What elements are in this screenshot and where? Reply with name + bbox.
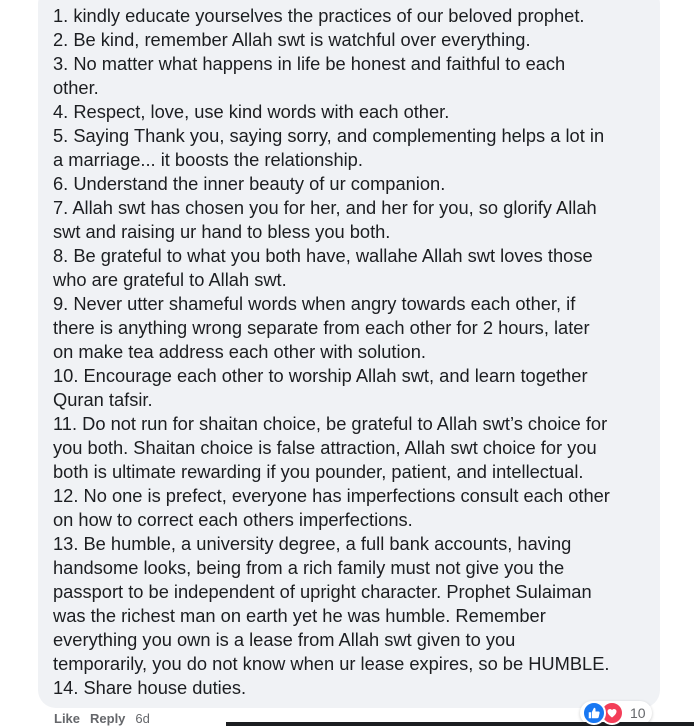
comment-line: 11. Do not run for shaitan choice, be grateful to Allah swt’s choice for (53, 413, 608, 434)
comment-line: 14. Share house duties. (53, 677, 247, 698)
comment-bubble (38, 0, 660, 708)
like-icon (582, 701, 606, 725)
like-button[interactable]: Like (54, 711, 81, 726)
comment-line: swt and raising ur hand to bless you both. (53, 221, 391, 242)
comment-text (53, 4, 646, 700)
comment-line: was the richest man on earth yet he was humble. Remember (53, 605, 546, 626)
comment-line: a marriage... it boosts the relationship. (53, 149, 363, 170)
comment-line: handsome looks, being from a rich family must not give you the (53, 557, 565, 578)
comment-timestamp[interactable]: 6d (135, 711, 150, 726)
comment-line: 3. No matter what happens in life be honest and faithful to each (53, 53, 566, 74)
comment-line: temporarily, you do not know when ur lease expires, so be HUMBLE. (53, 653, 610, 674)
comment-line: who are grateful to Allah swt. (53, 269, 287, 290)
comment-line: passport to be independent of upright character. Prophet Sulaiman (53, 581, 592, 602)
comment-line: 12. No one is prefect, everyone has imperfections consult each other (53, 485, 610, 506)
comment-line: there is anything wrong separate from each other for 2 hours, later (53, 317, 590, 338)
comment-line: both is ultimate rewarding if you pounder, patient, and intellectual. (53, 461, 584, 482)
comment-line: 6. Understand the inner beauty of ur companion. (53, 173, 446, 194)
comment-line: on how to correct each others imperfections. (53, 509, 413, 530)
comment-line: on make tea address each other with solution. (53, 341, 426, 362)
comment-line: 1. kindly educate yourselves the practices of our beloved prophet. (53, 5, 585, 26)
comment-line: 9. Never utter shameful words when angry towards each other, if (53, 293, 576, 314)
comment-line: 2. Be kind, remember Allah swt is watchful over everything. (53, 29, 531, 50)
reply-button[interactable]: Reply (90, 711, 126, 726)
comment-line: 7. Allah swt has chosen you for her, and her for you, so glorify Allah (53, 197, 597, 218)
comment-line: other. (53, 77, 99, 98)
reaction-count: 10 (630, 705, 646, 721)
comment-line: everything you own is a lease from Allah swt given to you (53, 629, 516, 650)
comment-actions (54, 711, 150, 726)
comment-line: 4. Respect, love, use kind words with each other. (53, 101, 450, 122)
comment-line: 10. Encourage each other to worship Allah swt, and learn together (53, 365, 588, 386)
comment-line: Quran tafsir. (53, 389, 153, 410)
comment-line: 5. Saying Thank you, saying sorry, and complementing helps a lot in (53, 125, 605, 146)
bottom-divider (226, 722, 694, 726)
comment-line: you both. Shaitan choice is false attraction, Allah swt choice for you (53, 437, 597, 458)
comment-line: 8. Be grateful to what you both have, wallahe Allah swt loves those (53, 245, 593, 266)
comment-line: 13. Be humble, a university degree, a full bank accounts, having (53, 533, 572, 554)
